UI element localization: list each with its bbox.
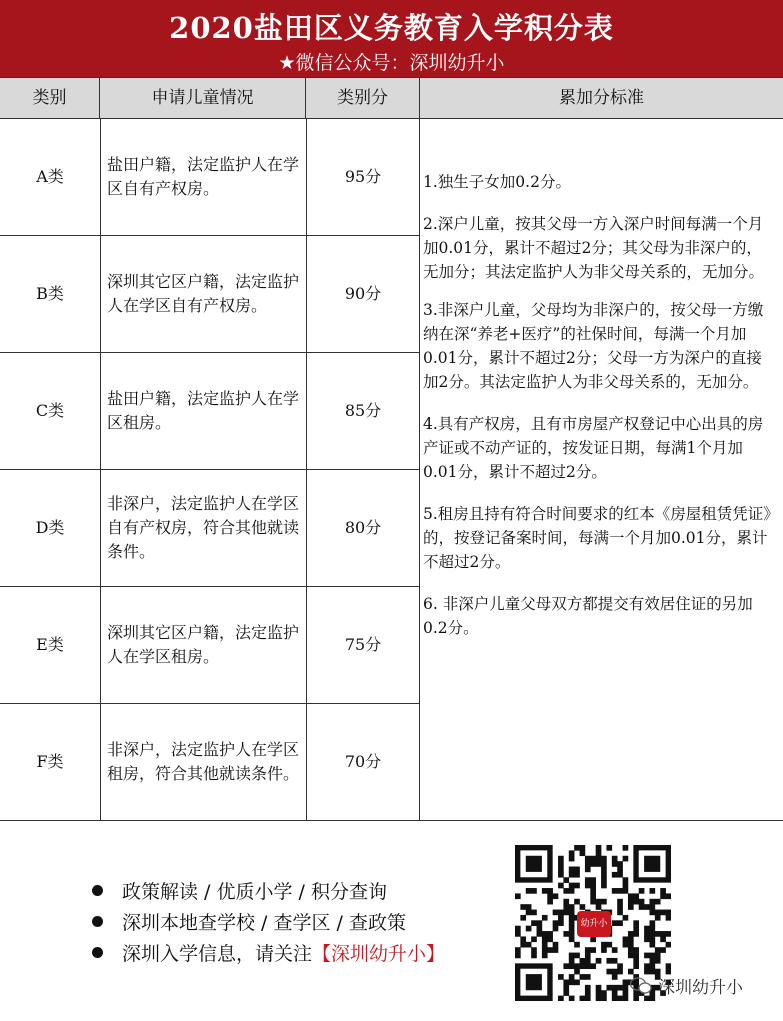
table-row-c-score: 85分 <box>344 400 382 420</box>
promo-footer <box>0 820 783 1021</box>
bonus-rules <box>419 118 783 820</box>
table-row-b-score: 90分 <box>344 283 382 303</box>
table-row-a-category: A类 <box>36 166 64 186</box>
table-row-f-score: 70分 <box>344 751 382 771</box>
rule-6: 6. 非深户儿童父母双方都提交有效居住证的另加0.2分。 <box>423 595 753 637</box>
table-row-d-situation: 非深户，法定监护人在学区自有产权房，符合其他就读条件。 <box>107 493 300 561</box>
wechat-icon <box>630 977 652 995</box>
table-row-e-situation: 深圳其它区户籍，法定监护人在学区租房。 <box>107 622 300 666</box>
table-row-f-category: F类 <box>36 751 64 771</box>
bullet-dot-icon <box>92 947 103 958</box>
qr-logo: 幼升小 <box>577 911 611 937</box>
table-row-b-category: B类 <box>36 283 64 303</box>
promo-item <box>92 937 445 968</box>
rule-3: 3.非深户儿童，父母均为非深户的，按父母一方缴纳在深“养老+医疗”的社保时间，每满一个月加0.01分，累计不超过2分；父母一方为深户的直接加2分。其法定监护人为非父母关系的，无加分。 <box>423 301 764 391</box>
promo-item-text: 深圳本地查学校 / 查学区 / 查政策 <box>122 912 406 934</box>
brand-label <box>630 973 743 998</box>
column-header-rules: 累加分标准 <box>559 88 644 108</box>
table-header <box>0 77 783 119</box>
brand-name: 深圳幼升小 <box>658 978 743 998</box>
table-row-c-category: C类 <box>35 400 65 420</box>
score-table <box>0 118 783 820</box>
table-row-c-situation: 盐田户籍，法定监护人在学区租房。 <box>107 388 300 432</box>
column-header-situation: 申请儿童情况 <box>100 78 306 118</box>
table-row-e-score: 75分 <box>344 634 382 654</box>
bullet-dot-icon <box>92 885 103 896</box>
account-highlight: 【深圳幼升小】 <box>312 943 446 965</box>
page-title: 2020盐田区义务教育入学积分表 <box>169 11 614 45</box>
table-row-f-situation: 非深户，法定监护人在学区租房，符合其他就读条件。 <box>107 739 300 783</box>
table-row-a-score: 95分 <box>344 166 382 186</box>
promo-item-text: 政策解读 / 优质小学 / 积分查询 <box>122 881 387 903</box>
table-row-d-category: D类 <box>35 517 65 537</box>
promo-item <box>92 875 445 906</box>
rule-1: 1.独生子女加0.2分。 <box>423 173 571 191</box>
column-header-category: 类别 <box>0 78 100 118</box>
rule-2: 2.深户儿童，按其父母一方入深户时间每满一个月加0.01分，累计不超过2分；其父母为非深户的，无加分；其法定监护人为非父母关系的，无加分。 <box>423 215 765 281</box>
table-row-d-score: 80分 <box>344 517 382 537</box>
bullet-dot-icon <box>92 916 103 927</box>
table-row-e-category: E类 <box>36 634 64 654</box>
page-subtitle: ★微信公众号：深圳幼升小 <box>278 52 505 74</box>
promo-item <box>92 906 445 937</box>
promo-list <box>92 875 445 968</box>
rule-4: 4.具有产权房，且有市房屋产权登记中心出具的房产证或不动产证的，按发证日期，每满1个月加0.01分，累计不超过2分。 <box>423 415 764 481</box>
column-header-score: 类别分 <box>306 78 420 118</box>
page-header <box>0 0 783 77</box>
promo-item-text: 深圳入学信息，请关注 <box>122 943 313 965</box>
table-row-a-situation: 盐田户籍，法定监护人在学区自有产权房。 <box>107 154 300 198</box>
rule-5: 5.租房且持有符合时间要求的红本《房屋租赁凭证》的，按登记备案时间，每满一个月加0.01分，累计不超过2分。 <box>423 505 772 571</box>
table-row-b-situation: 深圳其它区户籍，法定监护人在学区自有产权房。 <box>107 271 300 315</box>
